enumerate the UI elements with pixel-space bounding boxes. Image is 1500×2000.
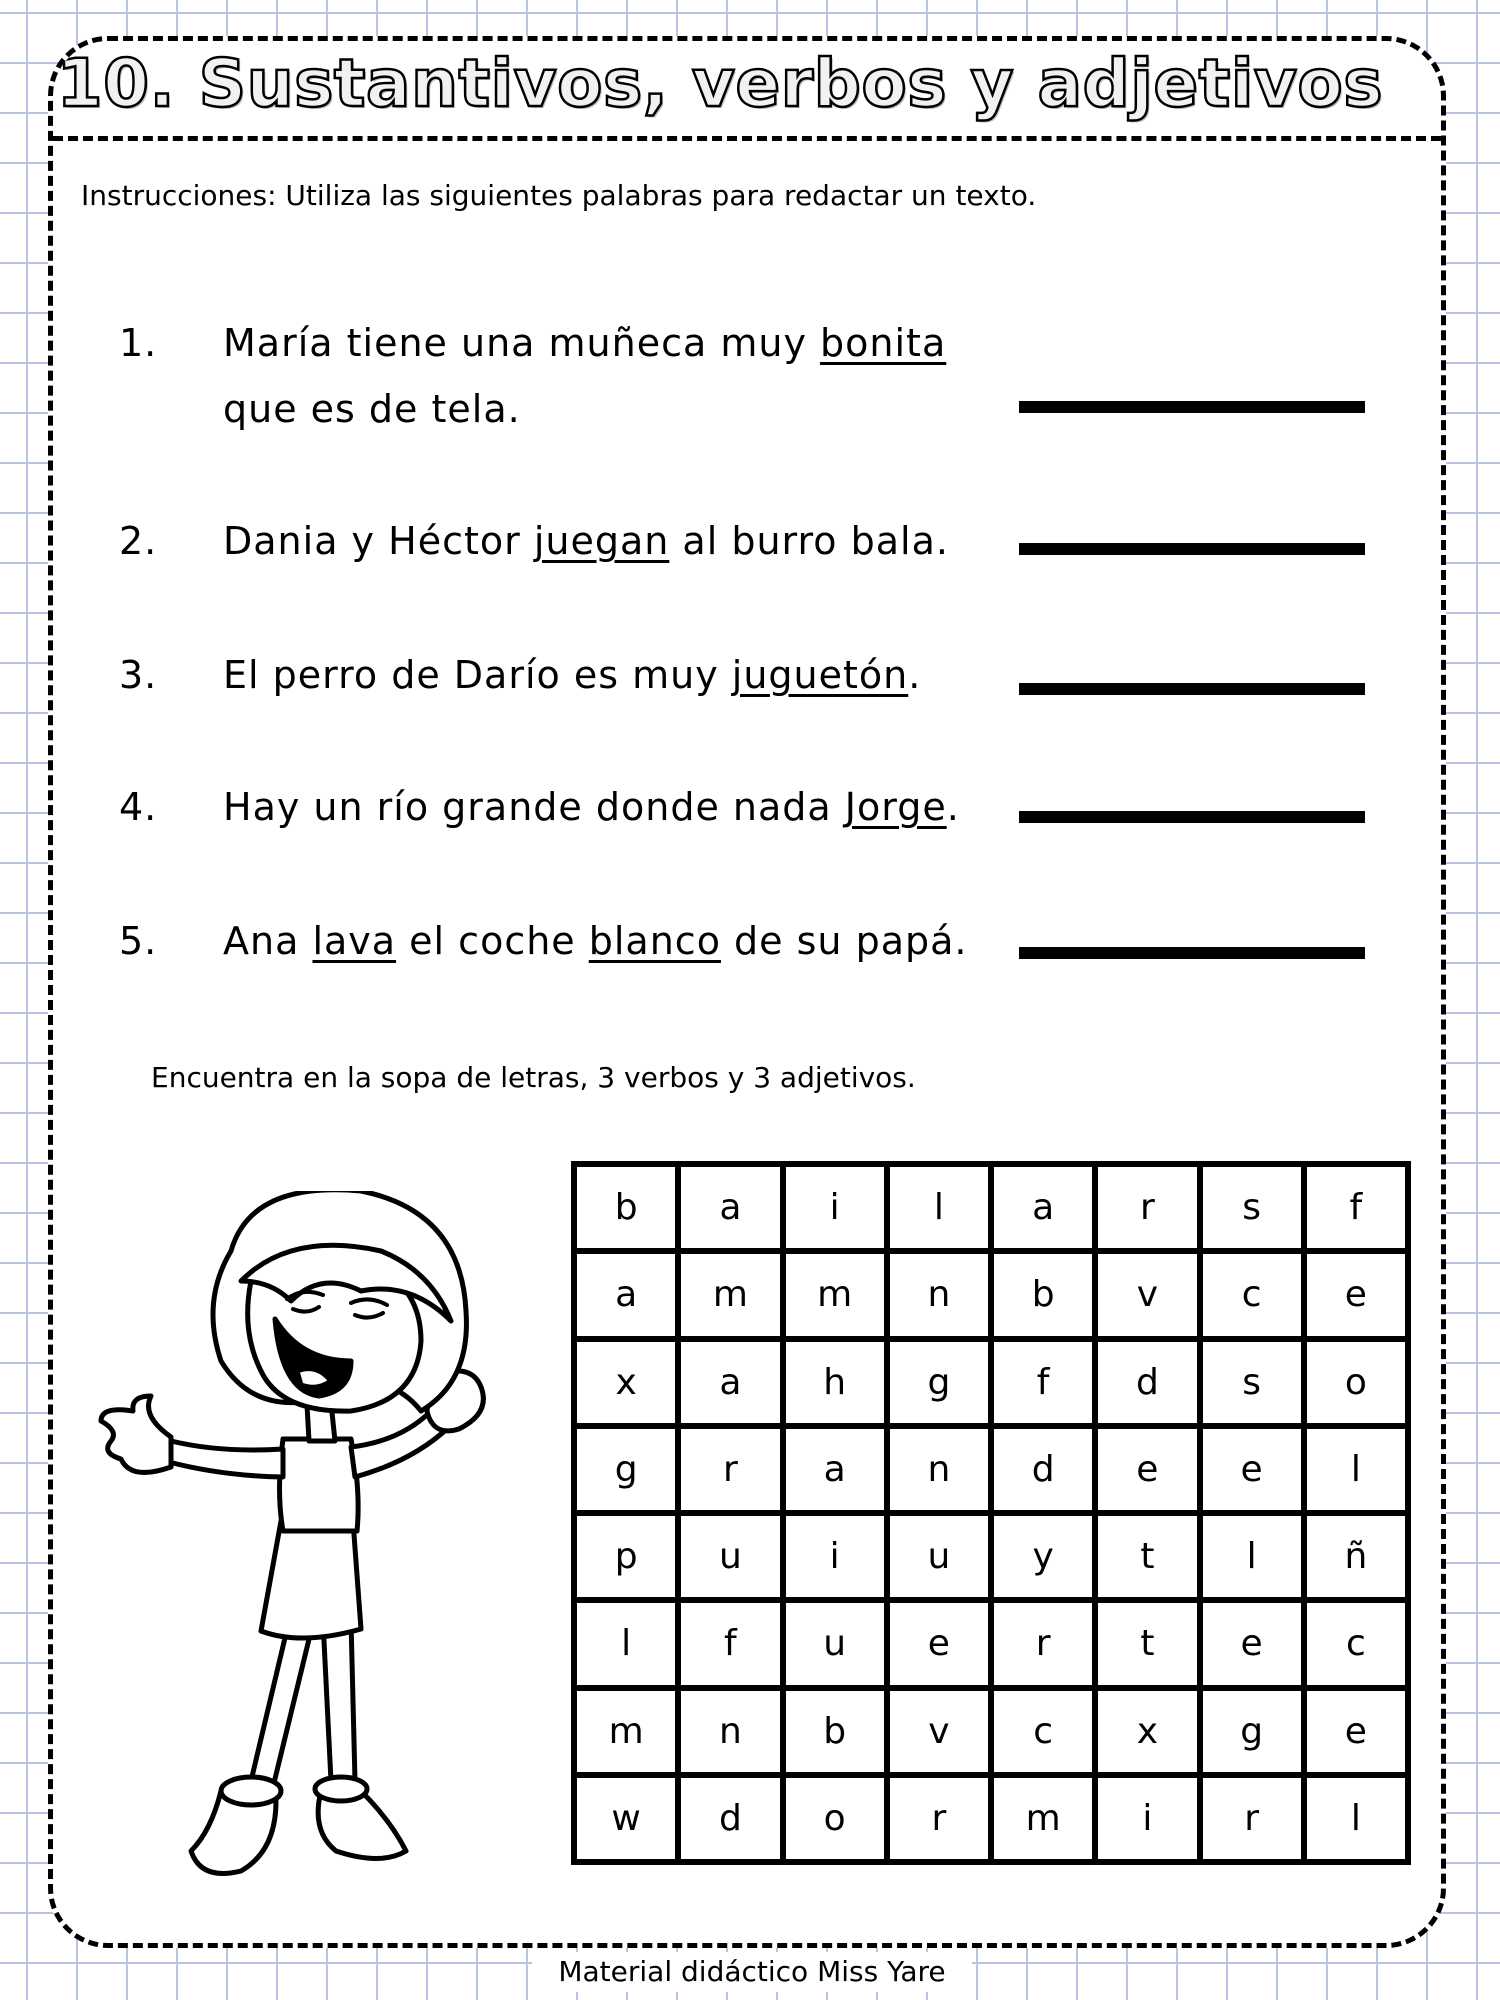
grid-cell[interactable]: p — [577, 1516, 675, 1597]
item-sentence: Hay un río grande donde nada Jorge. — [223, 785, 960, 829]
grid-cell[interactable]: d — [1098, 1342, 1196, 1423]
grid-cell[interactable]: l — [1307, 1778, 1405, 1859]
grid-cell[interactable]: r — [994, 1603, 1092, 1684]
grid-cell[interactable]: b — [994, 1254, 1092, 1335]
footer-credit: Material didáctico Miss Yare — [532, 1952, 972, 1992]
grid-cell[interactable]: f — [994, 1342, 1092, 1423]
underlined-word: juguetón — [731, 653, 909, 697]
grid-cell[interactable]: e — [1307, 1691, 1405, 1772]
item-sentence: María tiene una muñeca muy bonita — [223, 321, 947, 365]
grid-cell[interactable]: i — [786, 1516, 884, 1597]
singing-girl-illustration — [61, 1191, 571, 1911]
grid-cell[interactable]: r — [681, 1429, 779, 1510]
grid-cell[interactable]: y — [994, 1516, 1092, 1597]
answer-line[interactable] — [1019, 811, 1365, 823]
page-title: 10. Sustantivos, verbos y adjetivos — [56, 45, 1383, 122]
grid-cell[interactable]: n — [890, 1429, 988, 1510]
grid-cell[interactable]: n — [890, 1254, 988, 1335]
grid-cell[interactable]: g — [577, 1429, 675, 1510]
answer-line[interactable] — [1019, 543, 1365, 555]
grid-cell[interactable]: f — [1307, 1167, 1405, 1248]
grid-cell[interactable]: u — [890, 1516, 988, 1597]
grid-cell[interactable]: a — [681, 1167, 779, 1248]
item-sentence: Ana lava el coche blanco de su papá. — [223, 919, 968, 963]
grid-cell[interactable]: u — [681, 1516, 779, 1597]
grid-cell[interactable]: n — [681, 1691, 779, 1772]
grid-cell[interactable]: l — [1307, 1429, 1405, 1510]
worksheet-frame — [48, 36, 1446, 1948]
grid-cell[interactable]: r — [1098, 1167, 1196, 1248]
grid-cell[interactable]: s — [1203, 1342, 1301, 1423]
underlined-word: juegan — [533, 519, 670, 563]
underlined-word: lava — [312, 919, 397, 963]
grid-cell[interactable]: i — [786, 1167, 884, 1248]
grid-cell[interactable]: x — [1098, 1691, 1196, 1772]
item-number: 3. — [119, 653, 158, 697]
grid-cell[interactable]: e — [890, 1603, 988, 1684]
grid-cell[interactable]: d — [681, 1778, 779, 1859]
grid-cell[interactable]: w — [577, 1778, 675, 1859]
grid-cell[interactable]: b — [577, 1167, 675, 1248]
grid-cell[interactable]: l — [890, 1167, 988, 1248]
grid-cell[interactable]: o — [786, 1778, 884, 1859]
answer-line[interactable] — [1019, 683, 1365, 695]
item-sentence: Dania y Héctor juegan al burro bala. — [223, 519, 949, 563]
grid-cell[interactable]: c — [1307, 1603, 1405, 1684]
grid-cell[interactable]: c — [1203, 1254, 1301, 1335]
grid-cell[interactable]: t — [1098, 1603, 1196, 1684]
item-number: 2. — [119, 519, 158, 563]
instructions-text: Instrucciones: Utiliza las siguientes palabras para redactar un texto. — [81, 179, 1037, 212]
grid-cell[interactable]: m — [681, 1254, 779, 1335]
grid-cell[interactable]: r — [890, 1778, 988, 1859]
underlined-word: blanco — [588, 919, 721, 963]
grid-cell[interactable]: g — [890, 1342, 988, 1423]
grid-cell[interactable]: m — [786, 1254, 884, 1335]
grid-cell[interactable]: c — [994, 1691, 1092, 1772]
grid-cell[interactable]: o — [1307, 1342, 1405, 1423]
item-number: 1. — [119, 321, 158, 365]
underlined-word: bonita — [820, 321, 947, 365]
grid-cell[interactable]: v — [1098, 1254, 1196, 1335]
grid-cell[interactable]: f — [681, 1603, 779, 1684]
grid-cell[interactable]: i — [1098, 1778, 1196, 1859]
item-sentence: El perro de Darío es muy juguetón. — [223, 653, 922, 697]
grid-cell[interactable]: a — [994, 1167, 1092, 1248]
grid-cell[interactable]: x — [577, 1342, 675, 1423]
grid-cell[interactable]: e — [1307, 1254, 1405, 1335]
word-search-grid — [571, 1161, 1411, 1865]
grid-cell[interactable]: e — [1098, 1429, 1196, 1510]
grid-cell[interactable]: t — [1098, 1516, 1196, 1597]
grid-cell[interactable]: u — [786, 1603, 884, 1684]
grid-cell[interactable]: l — [1203, 1516, 1301, 1597]
grid-cell[interactable]: d — [994, 1429, 1092, 1510]
grid-cell[interactable]: a — [577, 1254, 675, 1335]
grid-cell[interactable]: a — [786, 1429, 884, 1510]
grid-cell[interactable]: g — [1203, 1691, 1301, 1772]
grid-cell[interactable]: m — [577, 1691, 675, 1772]
wordsearch-instructions: Encuentra en la sopa de letras, 3 verbos y 3 adjetivos. — [151, 1061, 916, 1094]
grid-cell[interactable]: s — [1203, 1167, 1301, 1248]
answer-line[interactable] — [1019, 947, 1365, 959]
grid-cell[interactable]: h — [786, 1342, 884, 1423]
grid-cell[interactable]: l — [577, 1603, 675, 1684]
grid-cell[interactable]: a — [681, 1342, 779, 1423]
item-sentence-continuation: que es de tela. — [223, 387, 521, 431]
grid-cell[interactable]: e — [1203, 1603, 1301, 1684]
grid-cell[interactable]: m — [994, 1778, 1092, 1859]
grid-cell[interactable]: r — [1203, 1778, 1301, 1859]
grid-cell[interactable]: v — [890, 1691, 988, 1772]
underlined-word: Jorge — [844, 785, 947, 829]
grid-cell[interactable]: b — [786, 1691, 884, 1772]
title-band — [53, 41, 1441, 141]
grid-cell[interactable]: e — [1203, 1429, 1301, 1510]
answer-line[interactable] — [1019, 401, 1365, 413]
item-number: 5. — [119, 919, 158, 963]
grid-cell[interactable]: ñ — [1307, 1516, 1405, 1597]
item-number: 4. — [119, 785, 158, 829]
